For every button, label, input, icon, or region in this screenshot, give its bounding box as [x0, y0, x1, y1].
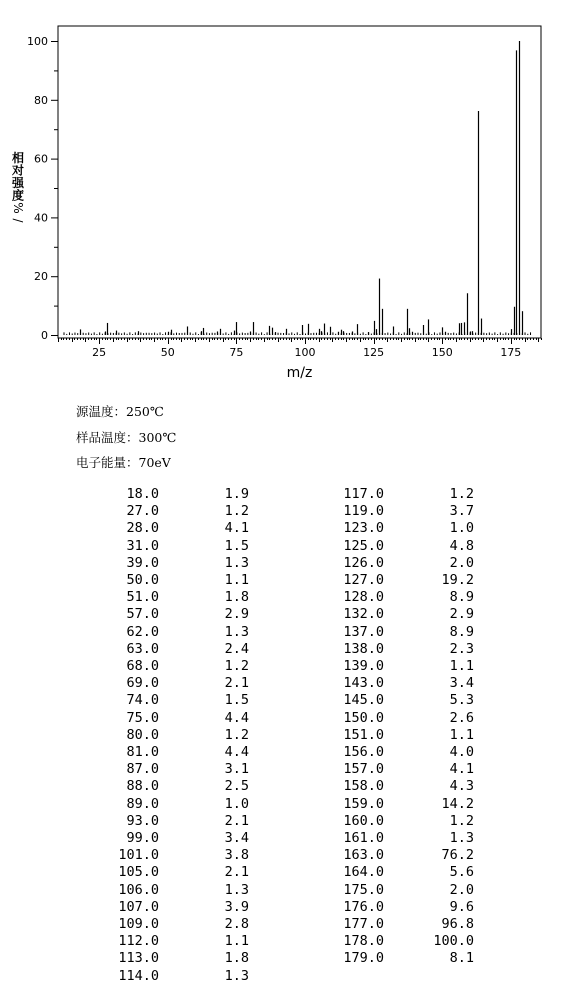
peak-mz: 159.0	[343, 795, 384, 812]
peak-intensity: 100.0	[433, 933, 474, 950]
peak-intensity: 4.4	[224, 709, 249, 726]
peak-mz: 27.0	[126, 503, 159, 520]
peak-mz: 126.0	[343, 554, 384, 571]
peak-mz: 88.0	[126, 778, 159, 795]
peak-mz: 101.0	[118, 847, 159, 864]
peak-intensity: 1.5	[224, 537, 249, 554]
y-tick-label: 0	[41, 329, 48, 342]
y-axis-label-char: %	[11, 202, 25, 214]
y-axis-label-char: 相	[11, 151, 25, 165]
peak-mz: 175.0	[343, 881, 384, 898]
peak-mz: 81.0	[126, 744, 159, 760]
peak-row	[0, 933, 570, 950]
peak-mz: 151.0	[343, 726, 384, 743]
peak-mz: 80.0	[126, 726, 159, 743]
peak-intensity: 1.0	[224, 795, 249, 812]
peak-intensity: 1.3	[224, 967, 249, 984]
peak-mz: 123.0	[343, 520, 384, 537]
x-tick-label: 25	[92, 346, 107, 359]
peak-intensity: 2.0	[449, 554, 474, 571]
peak-mz: 74.0	[126, 692, 159, 709]
peak-mz: 18.0	[126, 486, 159, 502]
peak-intensity: 2.0	[449, 881, 474, 898]
x-tick-label: 125	[363, 346, 385, 359]
peak-mz: 139.0	[343, 658, 384, 674]
peak-mz: 137.0	[343, 623, 384, 640]
peak-intensity: 2.1	[224, 812, 249, 829]
peak-row	[0, 538, 570, 555]
peak-mz: 89.0	[126, 795, 159, 812]
peak-mz: 157.0	[343, 761, 384, 778]
peak-intensity: 1.1	[224, 933, 249, 950]
peak-mz: 150.0	[343, 709, 384, 726]
y-tick-label: 80	[34, 93, 48, 107]
peak-intensity: 1.2	[224, 658, 249, 674]
baseline-noise	[64, 332, 531, 335]
peak-intensity: 9.6	[449, 898, 474, 915]
peak-row	[0, 606, 570, 623]
peak-row	[0, 744, 570, 761]
y-axis-label-char: 对	[11, 163, 25, 178]
y-axis-label-char: 强	[11, 176, 25, 190]
peak-mz: 28.0	[126, 520, 159, 537]
peak-intensity: 1.2	[224, 503, 249, 520]
peak-mz: 99.0	[126, 830, 159, 846]
peak-mz: 57.0	[126, 606, 159, 623]
peak-row	[0, 641, 570, 658]
peak-mz: 51.0	[126, 589, 159, 606]
peak-intensity: 76.2	[441, 847, 474, 864]
y-tick-label: 20	[34, 270, 48, 284]
peak-row	[0, 624, 570, 641]
peak-row	[0, 796, 570, 813]
peak-mz: 112.0	[118, 933, 159, 950]
y-tick-label: 40	[34, 211, 48, 225]
peak-intensity: 1.3	[449, 830, 474, 846]
peak-mz: 93.0	[126, 812, 159, 829]
peak-row	[0, 761, 570, 778]
peak-row	[0, 950, 570, 967]
x-axis-label: m/z	[286, 365, 313, 381]
peak-mz: 63.0	[126, 640, 159, 657]
peak-mz: 117.0	[343, 486, 384, 502]
peak-intensity: 4.0	[449, 744, 474, 760]
x-tick-label: 50	[160, 346, 175, 359]
peak-row	[0, 778, 570, 795]
peak-row	[0, 830, 570, 847]
peak-mz: 160.0	[343, 812, 384, 829]
y-tick-label: 100	[27, 35, 48, 48]
peak-intensity: 3.4	[449, 675, 474, 692]
chart-axes	[27, 26, 542, 359]
peak-row	[0, 864, 570, 881]
peak-intensity: 4.3	[449, 778, 474, 795]
x-tick-label: 150	[431, 346, 453, 359]
peak-row	[0, 968, 570, 985]
peak-mz: 164.0	[343, 864, 384, 881]
peak-row	[0, 692, 570, 709]
peak-mz: 163.0	[343, 847, 384, 864]
x-tick-label: 175	[500, 346, 522, 359]
peak-mz: 177.0	[343, 916, 384, 932]
peak-mz: 113.0	[118, 950, 159, 967]
peak-intensity: 2.9	[449, 606, 474, 623]
peak-mz: 114.0	[118, 967, 159, 984]
peak-mz: 161.0	[343, 830, 384, 846]
peak-mz: 132.0	[343, 606, 384, 623]
peak-row	[0, 899, 570, 916]
peak-row	[0, 813, 570, 830]
peak-intensity: 8.9	[449, 589, 474, 606]
peak-mz: 50.0	[126, 572, 159, 588]
peak-mz: 87.0	[126, 761, 159, 778]
peak-mz: 156.0	[343, 744, 384, 760]
peak-intensity: 3.9	[224, 898, 249, 915]
peak-mz: 106.0	[118, 881, 159, 898]
peak-row	[0, 710, 570, 727]
peak-intensity: 19.2	[441, 572, 474, 588]
peak-mz: 145.0	[343, 692, 384, 709]
peak-mz: 158.0	[343, 778, 384, 795]
peak-row	[0, 847, 570, 864]
peak-intensity: 3.8	[224, 847, 249, 864]
peak-row	[0, 882, 570, 899]
peak-intensity: 1.9	[224, 486, 249, 502]
peak-intensity: 1.2	[224, 726, 249, 743]
y-tick-label: 60	[34, 152, 48, 166]
peak-row	[0, 572, 570, 589]
peak-mz: 69.0	[126, 675, 159, 692]
peak-intensity: 1.1	[449, 726, 474, 743]
x-tick-label: 75	[229, 346, 244, 359]
peak-row	[0, 503, 570, 520]
plot-frame	[58, 26, 541, 338]
peak-intensity: 2.1	[224, 864, 249, 881]
peak-row	[0, 486, 570, 503]
peak-intensity: 1.2	[449, 486, 474, 502]
peak-intensity: 1.3	[224, 554, 249, 571]
sample-temperature: 样品温度：300℃	[76, 430, 177, 445]
peak-intensity: 3.1	[224, 761, 249, 778]
peak-intensity: 5.3	[449, 692, 474, 709]
peak-mz: 68.0	[126, 658, 159, 674]
peak-intensity: 8.9	[449, 623, 474, 640]
peak-intensity: 2.9	[224, 606, 249, 623]
peak-intensity: 1.3	[224, 623, 249, 640]
peak-row	[0, 555, 570, 572]
peak-mz: 143.0	[343, 675, 384, 692]
source-temperature: 源温度：250℃	[76, 404, 164, 419]
peak-intensity: 2.6	[449, 709, 474, 726]
peak-intensity: 2.3	[449, 640, 474, 657]
peak-row	[0, 589, 570, 606]
peak-mz: 105.0	[118, 864, 159, 881]
peak-intensity: 4.1	[224, 520, 249, 537]
peak-intensity: 2.4	[224, 640, 249, 657]
peak-mz: 119.0	[343, 503, 384, 520]
peak-intensity: 1.3	[224, 881, 249, 898]
peak-row	[0, 916, 570, 933]
y-axis-label	[11, 150, 25, 223]
peak-intensity: 1.1	[449, 658, 474, 674]
y-axis-label-char: /	[11, 218, 25, 223]
peak-mz: 125.0	[343, 537, 384, 554]
peak-intensity: 3.7	[449, 503, 474, 520]
peak-mz: 178.0	[343, 933, 384, 950]
peak-mz: 39.0	[126, 554, 159, 571]
peak-intensity: 1.8	[224, 950, 249, 967]
peak-intensity: 1.1	[224, 572, 249, 588]
peak-intensity: 2.8	[224, 916, 249, 932]
peak-row	[0, 520, 570, 537]
peak-intensity: 1.0	[449, 520, 474, 537]
spectrum-peaks	[81, 41, 523, 335]
peak-mz: 179.0	[343, 950, 384, 967]
peak-intensity: 2.5	[224, 778, 249, 795]
peak-intensity: 8.1	[449, 950, 474, 967]
peak-mz: 62.0	[126, 623, 159, 640]
peak-mz: 138.0	[343, 640, 384, 657]
peak-intensity: 4.4	[224, 744, 249, 760]
peak-intensity: 96.8	[441, 916, 474, 932]
peak-mz: 75.0	[126, 709, 159, 726]
peak-row	[0, 727, 570, 744]
peak-mz: 127.0	[343, 572, 384, 588]
peak-intensity: 1.8	[224, 589, 249, 606]
peak-mz: 31.0	[126, 537, 159, 554]
peak-row	[0, 675, 570, 692]
y-axis-label-char: 度	[11, 188, 25, 203]
peak-row	[0, 658, 570, 675]
peak-mz: 109.0	[118, 916, 159, 932]
peak-intensity: 2.1	[224, 675, 249, 692]
peak-intensity: 1.5	[224, 692, 249, 709]
mass-spectrum-chart	[0, 0, 570, 390]
peak-mz: 128.0	[343, 589, 384, 606]
peak-intensity: 4.1	[449, 761, 474, 778]
peak-intensity: 5.6	[449, 864, 474, 881]
x-tick-label: 100	[294, 346, 316, 359]
peak-intensity: 4.8	[449, 537, 474, 554]
peak-mz: 107.0	[118, 898, 159, 915]
peak-intensity: 14.2	[441, 795, 474, 812]
peak-intensity: 3.4	[224, 830, 249, 846]
electron-energy: 电子能量：70eV	[76, 455, 171, 470]
peak-mz: 176.0	[343, 898, 384, 915]
peak-intensity: 1.2	[449, 812, 474, 829]
